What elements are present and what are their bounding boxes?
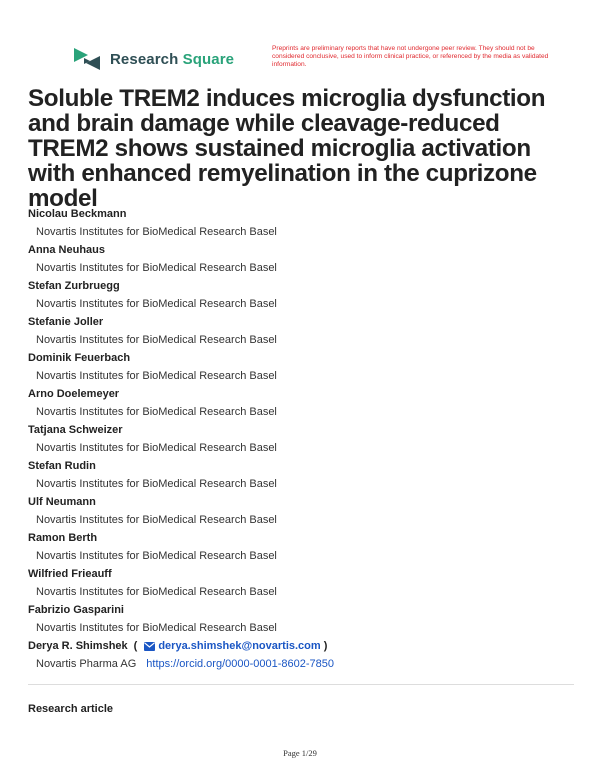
- author-name: Tatjana Schweizer: [28, 424, 123, 436]
- author-name: Wilfried Frieauff: [28, 568, 112, 580]
- corresponding-affiliation-line: [28, 657, 588, 671]
- author-affiliation: Novartis Institutes for BioMedical Research Basel: [36, 334, 277, 346]
- author-entry: [28, 423, 588, 459]
- paper-title: Soluble TREM2 induces microglia dysfunction and brain damage while cleavage-reduced TREM2 shows sustained microglia activation with enhanced remyelination in the cuprizone model: [28, 85, 546, 212]
- author-affiliation: Novartis Institutes for BioMedical Research Basel: [36, 406, 277, 418]
- author-affiliation: Novartis Institutes for BioMedical Research Basel: [36, 262, 277, 274]
- corresponding-author-line: [28, 639, 588, 653]
- preprint-disclaimer: Preprints are preliminary reports that have not undergone peer review. They should not be considered conclusive, used to inform clinical practice, or referenced by the media as validated information.: [272, 45, 549, 68]
- mail-icon: [144, 642, 155, 651]
- open-paren: (: [133, 640, 138, 652]
- author-entry: [28, 567, 588, 603]
- author-name: Stefan Rudin: [28, 460, 96, 472]
- author-entry: [28, 603, 588, 639]
- author-entry: [28, 459, 588, 495]
- research-square-logo[interactable]: [72, 46, 234, 72]
- author-affiliation: Novartis Institutes for BioMedical Research Basel: [36, 298, 277, 310]
- author-entry: [28, 495, 588, 531]
- author-affiliation: Novartis Institutes for BioMedical Research Basel: [36, 442, 277, 454]
- research-square-logo-icon: [72, 46, 102, 72]
- author-entry: [28, 315, 588, 351]
- author-affiliation: Novartis Institutes for BioMedical Research Basel: [36, 586, 277, 598]
- author-entry: [28, 387, 588, 423]
- author-entry: [28, 279, 588, 315]
- author-affiliation: Novartis Institutes for BioMedical Research Basel: [36, 622, 277, 634]
- author-name: Ulf Neumann: [28, 496, 96, 508]
- article-type: Research article: [28, 703, 113, 715]
- author-name: Ramon Berth: [28, 532, 98, 544]
- author-affiliation: Novartis Institutes for BioMedical Research Basel: [36, 226, 277, 238]
- author-name: Arno Doelemeyer: [28, 388, 120, 400]
- author-name: Fabrizio Gasparini: [28, 604, 124, 616]
- author-affiliation: Novartis Institutes for BioMedical Research Basel: [36, 550, 277, 562]
- author-affiliation: Novartis Institutes for BioMedical Research Basel: [36, 478, 277, 490]
- logo-text: Research Square: [110, 50, 235, 68]
- page-number: Page 1/29: [283, 748, 317, 758]
- author-name: Derya R. Shimshek: [28, 640, 128, 652]
- author-affiliation: Novartis Institutes for BioMedical Research Basel: [36, 514, 277, 526]
- email-link[interactable]: derya.shimshek@novartis.com: [158, 640, 321, 652]
- author-name: Anna Neuhaus: [28, 244, 106, 256]
- orcid-link[interactable]: https://orcid.org/0000-0001-8602-7850: [146, 658, 335, 670]
- author-name: Nicolau Beckmann: [28, 208, 127, 220]
- author-entry: [28, 243, 588, 279]
- author-entry: [28, 531, 588, 567]
- section-divider: [28, 684, 574, 685]
- author-affiliation: Novartis Institutes for BioMedical Research Basel: [36, 370, 277, 382]
- author-entry: [28, 207, 588, 243]
- close-paren: ): [323, 640, 328, 652]
- author-affiliation: Novartis Pharma AG: [36, 658, 137, 670]
- author-name: Stefanie Joller: [28, 316, 104, 328]
- corresponding-author: [28, 639, 588, 675]
- author-name: Stefan Zurbruegg: [28, 280, 120, 292]
- author-name: Dominik Feuerbach: [28, 352, 131, 364]
- author-list: [28, 207, 588, 675]
- author-entry: [28, 351, 588, 387]
